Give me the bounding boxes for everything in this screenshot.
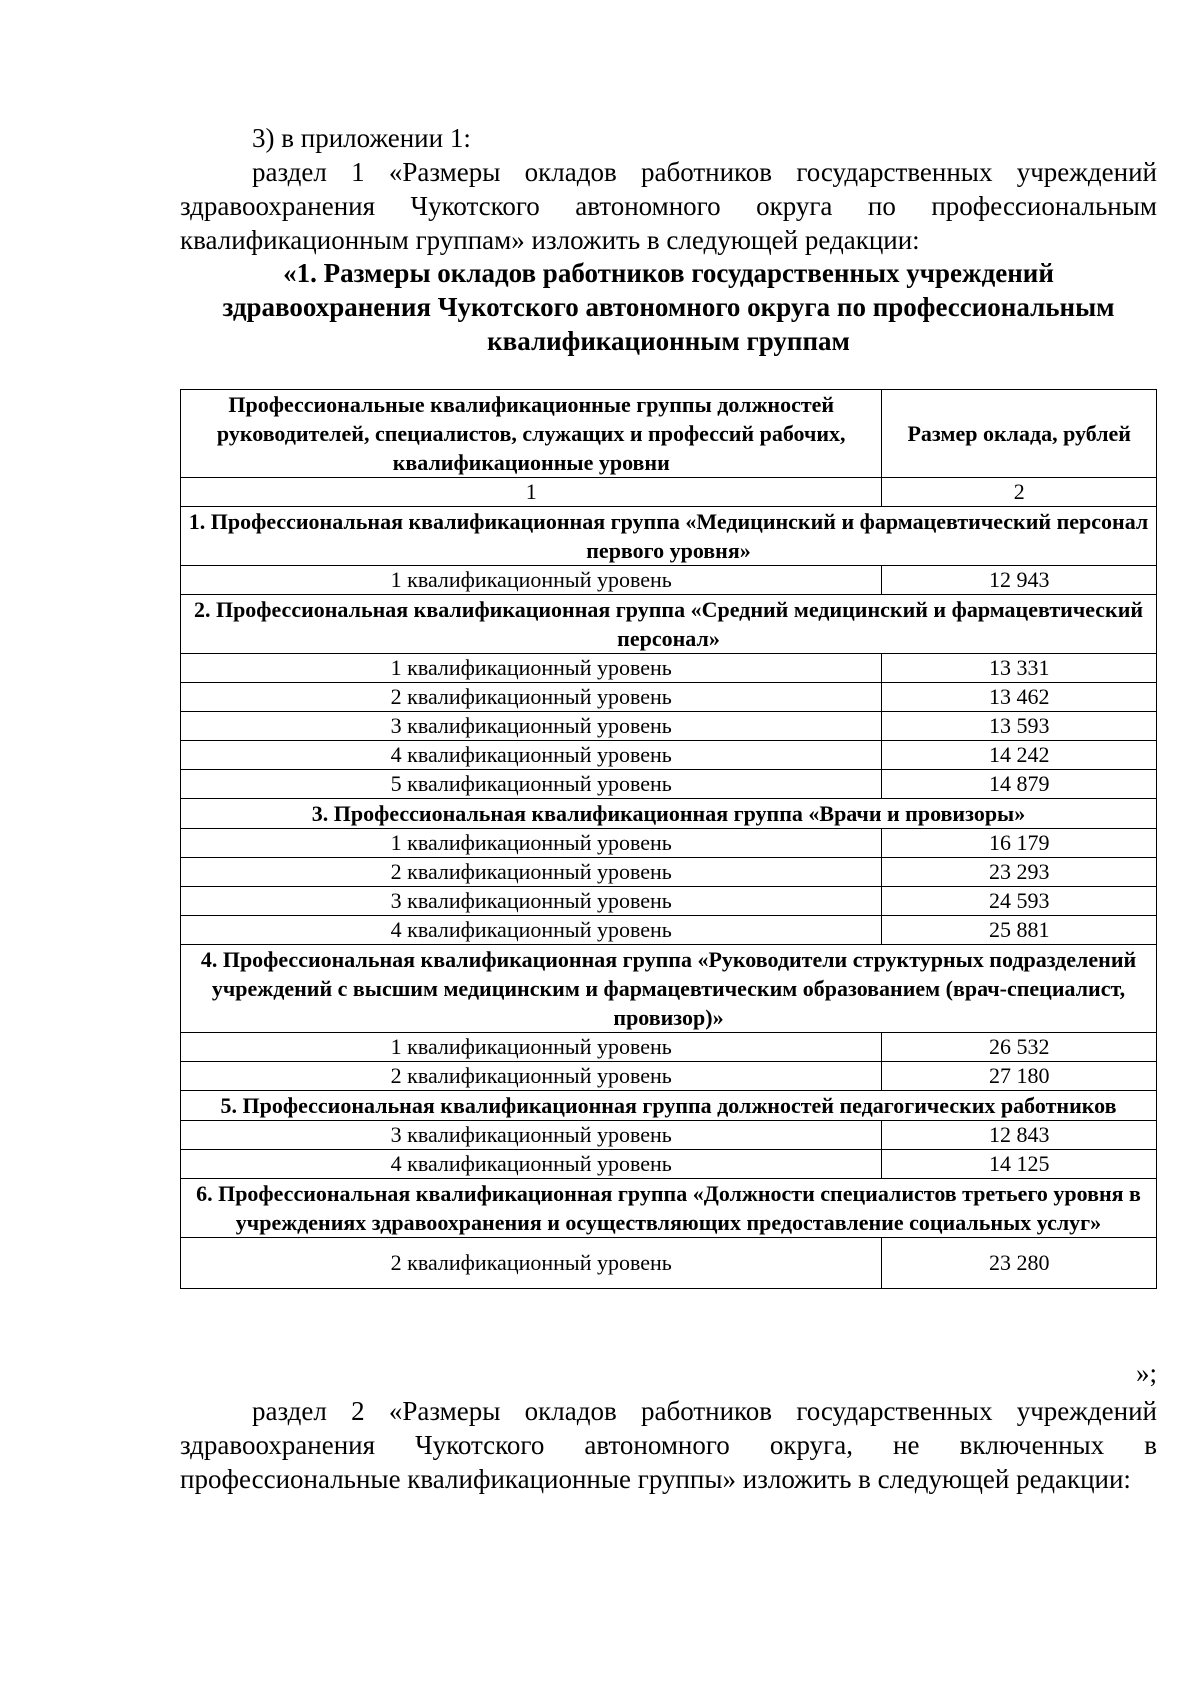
group-title: 4. Профессиональная квалификационная группа «Руководители структурных подразделений учреждений с высшим медицинским и фармацевтическим образованием (врач-специалист, провизор)» bbox=[181, 945, 1157, 1033]
table-row bbox=[181, 770, 1157, 799]
level-label: 1 квалификационный уровень bbox=[181, 1033, 882, 1062]
table-row bbox=[181, 654, 1157, 683]
razdel1-paragraph: раздел 1 «Размеры окладов работников государственных учреждений здравоохранения Чукотского автономного округа по профессиональным квалификационным группам» изложить в следующей редакции: bbox=[180, 157, 1157, 255]
salary-table bbox=[180, 389, 1157, 1289]
column-number-1: 1 bbox=[181, 478, 882, 507]
level-label: 2 квалификационный уровень bbox=[181, 858, 882, 887]
group-title-row bbox=[181, 1179, 1157, 1238]
salary-value: 26 532 bbox=[882, 1033, 1157, 1062]
level-label: 1 квалификационный уровень bbox=[181, 829, 882, 858]
column-number-row bbox=[181, 478, 1157, 507]
level-label: 1 квалификационный уровень bbox=[181, 654, 882, 683]
level-label: 2 квалификационный уровень bbox=[181, 1062, 882, 1091]
salary-value: 12 843 bbox=[882, 1121, 1157, 1150]
table-header-row bbox=[181, 390, 1157, 478]
intro-paragraph: 3) в приложении 1: bbox=[252, 123, 471, 153]
table-row bbox=[181, 1121, 1157, 1150]
salary-value: 25 881 bbox=[882, 916, 1157, 945]
salary-value: 23 280 bbox=[882, 1238, 1157, 1289]
level-label: 2 квалификационный уровень bbox=[181, 683, 882, 712]
header-col2: Размер оклада, рублей bbox=[882, 390, 1157, 478]
closing-quote: »; bbox=[1135, 1358, 1157, 1388]
table-row bbox=[181, 683, 1157, 712]
level-label: 1 квалификационный уровень bbox=[181, 566, 882, 595]
table-row bbox=[181, 1062, 1157, 1091]
level-label: 2 квалификационный уровень bbox=[181, 1238, 882, 1289]
group-title: 6. Профессиональная квалификационная группа «Должности специалистов третьего уровня в учреждениях здравоохранения и осуществляющих предоставление социальных услуг» bbox=[181, 1179, 1157, 1238]
salary-value: 23 293 bbox=[882, 858, 1157, 887]
salary-value: 24 593 bbox=[882, 887, 1157, 916]
salary-value: 27 180 bbox=[882, 1062, 1157, 1091]
level-label: 5 квалификационный уровень bbox=[181, 770, 882, 799]
group-title: 1. Профессиональная квалификационная группа «Медицинский и фармацевтический персонал первого уровня» bbox=[181, 507, 1157, 566]
level-label: 4 квалификационный уровень bbox=[181, 916, 882, 945]
table-row bbox=[181, 712, 1157, 741]
level-label: 4 квалификационный уровень bbox=[181, 741, 882, 770]
salary-value: 13 593 bbox=[882, 712, 1157, 741]
razdel2-paragraph: раздел 2 «Размеры окладов работников государственных учреждений здравоохранения Чукотского автономного округа, не включенных в профессиональные квалификационные группы» изложить в следующей редакции: bbox=[180, 1396, 1157, 1494]
group-title: 2. Профессиональная квалификационная группа «Средний медицинский и фармацевтический персонал» bbox=[181, 595, 1157, 654]
table-row bbox=[181, 1238, 1157, 1289]
group-title: 5. Профессиональная квалификационная группа должностей педагогических работников bbox=[181, 1091, 1157, 1121]
column-number-2: 2 bbox=[882, 478, 1157, 507]
level-label: 3 квалификационный уровень bbox=[181, 1121, 882, 1150]
table-row bbox=[181, 858, 1157, 887]
group-title: 3. Профессиональная квалификационная группа «Врачи и провизоры» bbox=[181, 799, 1157, 829]
salary-value: 13 331 bbox=[882, 654, 1157, 683]
table-row bbox=[181, 1033, 1157, 1062]
table-row bbox=[181, 916, 1157, 945]
table-row bbox=[181, 829, 1157, 858]
salary-value: 16 179 bbox=[882, 829, 1157, 858]
group-title-row bbox=[181, 945, 1157, 1033]
group-title-row bbox=[181, 1091, 1157, 1121]
level-label: 3 квалификационный уровень bbox=[181, 712, 882, 741]
salary-value: 14 242 bbox=[882, 741, 1157, 770]
table-row bbox=[181, 1150, 1157, 1179]
table-row bbox=[181, 566, 1157, 595]
salary-value: 14 879 bbox=[882, 770, 1157, 799]
group-title-row bbox=[181, 799, 1157, 829]
salary-value: 13 462 bbox=[882, 683, 1157, 712]
salary-value: 12 943 bbox=[882, 566, 1157, 595]
group-title-row bbox=[181, 507, 1157, 566]
level-label: 3 квалификационный уровень bbox=[181, 887, 882, 916]
header-col1: Профессиональные квалификационные группы должностей руководителей, специалистов, служащих и профессий рабочих, квалификационные уровни bbox=[181, 390, 882, 478]
table-row bbox=[181, 887, 1157, 916]
section-heading: «1. Размеры окладов работников государственных учреждений здравоохранения Чукотского автономного округа по профессиональным квалификационным группам bbox=[222, 258, 1115, 356]
salary-value: 14 125 bbox=[882, 1150, 1157, 1179]
table-row bbox=[181, 741, 1157, 770]
level-label: 4 квалификационный уровень bbox=[181, 1150, 882, 1179]
group-title-row bbox=[181, 595, 1157, 654]
